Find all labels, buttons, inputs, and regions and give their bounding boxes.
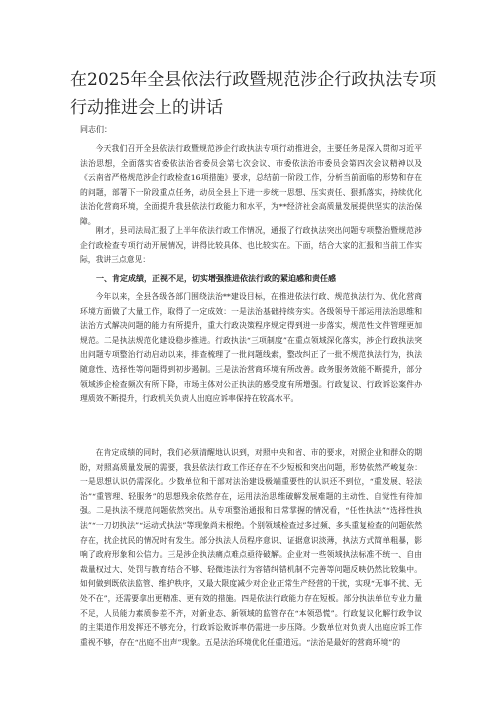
paragraph-problems: 在肯定成绩的同时，我们必须清醒地认识到，对照中央和省、市的要求，对照企业和群众的期盼，对照高质量发展的需要，我县依法行政工作还存在不少短板和突出问题，形势依然严峻复杂：一是思想认识仍需深化。少数单位和干部对法治建设极端重要性的认识还不到位，“重发展、轻法治”“重管理、轻服务”的思想残余依然存在，运用法治思维破解发展难题的主动性、自觉性有待加强。二是执法不规范问题依然突出。从专项整治通报和日常掌握的情况看，“任性执法”“选择性执法”“一刀切执法”“运动式执法”等现象尚未根绝。个别领域检查过多过频、多头重复检查的问题依然存在，扰企扰民的情况时有发生。部分执法人员程序意识、证据意识淡薄，执法方式简单粗暴，影响了政府形象和公信力。三是涉企执法痛点难点亟待破解。企业对一些领域执法标准不统一、自由裁量权过大、处罚与教育结合不够、轻微违法行为容错纠错机制不完善等问题反映仍然比较集中。如何做到既依法监管、维护秩序，又最大限度减少对企业正常生产经营的干扰，实现“无事不扰、无处不在”，还需要拿出更精准、更有效的措施。四是依法行政能力存在短板。部分执法单位专业力量不足，人员能力素质参差不齐，对新业态、新领域的监管存在“本领恐慌”。行政复议化解行政争议的主渠道作用发挥还不够充分，行政诉讼败诉率仍需进一步压降。少数单位对负责人出庭应诉工作重视不够，存在“出庭不出声”现象。五是法治环境优化任重道远。“法治是最好的营商环境”的 bbox=[80, 448, 422, 647]
paragraph-intro: 今天我们召开全县依法行政暨规范涉企行政执法专项行动推进会，主要任务是深入贯彻习近平法治思想，全面落实省委依法治省委员会第七次会议、市委依法治市委员会第四次会议精神以及《云南省严格规范涉企行政检查16项措施》要求，总结前一阶段工作，分析当前面临的形势和存在的问题，部署下一阶段重点任务，动员全县上下进一步统一思想、压实责任、狠抓落实，持续优化法治化营商环境，全面提升我县依法行政能力和水平，为**经济社会高质量发展提供坚实的法治保障。 bbox=[80, 144, 422, 226]
paragraph-achievements: 今年以来，全县各级各部门围绕法治**建设目标，在推进依法行政、规范执法行为、优化营商环境方面做了大量工作，取得了一定成效：一是法治基础持续夯实。各级领导干部运用法治思维和法治方式解决问题的能力有所提升，重大行政决策程序规定得到进一步落实，规范性文件管理更加规范。二是执法规范化建设稳步推进。行政执法“三项制度”在重点领域深化落实，涉企行政执法突出问题专项整治行动启动以来，排查梳理了一批问题线索，整改纠正了一批不规范执法行为，执法随意性、选择性等问题得到初步遏制。三是法治营商环境有所改善。政务服务效能不断提升，部分领域涉企检查频次有所下降，市场主体对公正执法的感受度有所增强。行政复议、行政诉讼案件办理质效不断提升，行政机关负责人出庭应诉率保持在较高水平。 bbox=[80, 292, 422, 404]
paragraph-report: 刚才，县司法局汇报了上半年依法行政工作情况，通报了行政执法突出问题专项整治暨规范涉企行政检查专项行动开展情况，讲得比较具体、也比较实在。下面，结合大家的汇报和当前工作实际，我讲三点意见： bbox=[80, 226, 422, 265]
section-heading-1: 一、肯定成绩，正视不足，切实增强推进依法行政的紧迫感和责任感 bbox=[96, 273, 336, 283]
salutation: 同志们： bbox=[80, 125, 112, 134]
document-title: 在2025年全县依法行政暨规范涉企行政执法专项行动推进会上的讲话 bbox=[70, 70, 437, 118]
